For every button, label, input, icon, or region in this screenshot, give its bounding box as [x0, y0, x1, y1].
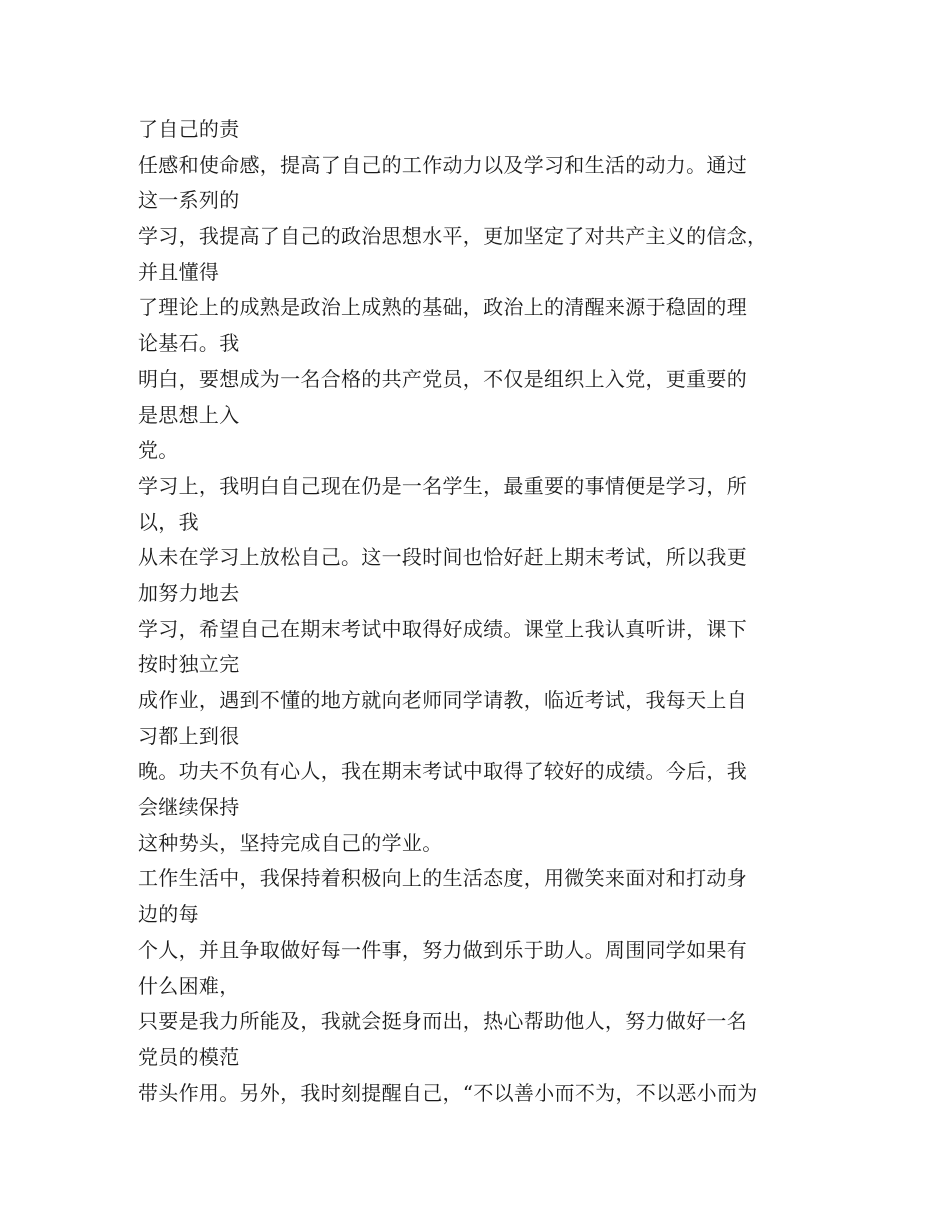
text-line: 个人，并且争取做好每一件事，努力做到乐于助人。周围同学如果有	[138, 937, 747, 962]
text-line: 以，我	[138, 509, 199, 534]
text-line: 党员的模范	[138, 1044, 240, 1069]
text-line: 学习上，我明白自己现在仍是一名学生，最重要的事情便是学习，所	[138, 473, 747, 498]
text-line: 学习，希望自己在期末考试中取得好成绩。课堂上我认真听讲，课下	[138, 616, 747, 641]
text-line: 边的每	[138, 902, 199, 927]
text-line: 什么困难，	[138, 973, 240, 998]
text-line: 这一系列的	[138, 188, 240, 213]
text-line: 明白，要想成为一名合格的共产党员，不仅是组织上入党，更重要的	[138, 366, 747, 391]
text-line: 论基石。我	[138, 331, 240, 356]
text-line: 这种势头，坚持完成自己的学业。	[138, 830, 443, 855]
text-line: 按时独立完	[138, 652, 240, 677]
text-line: 任感和使命感，提高了自己的工作动力以及学习和生活的动力。通过	[138, 152, 747, 177]
text-line: 工作生活中，我保持着积极向上的生活态度，用微笑来面对和打动身	[138, 866, 747, 891]
text-line: 了自己的责	[138, 117, 240, 141]
text-line: 带头作用。另外，我时刻提醒自己，“不以善小而不为，不以恶小而为	[138, 1080, 758, 1105]
text-line: 并且懂得	[138, 259, 220, 284]
text-line: 习都上到很	[138, 723, 240, 748]
text-line: 了理论上的成熟是政治上成熟的基础，政治上的清醒来源于稳固的理	[138, 295, 747, 320]
text-line: 加努力地去	[138, 580, 240, 605]
text-line: 会继续保持	[138, 795, 240, 820]
document-body	[138, 112, 838, 1111]
text-line: 学习，我提高了自己的政治思想水平，更加坚定了对共产主义的信念，	[138, 224, 768, 249]
text-line: 只要是我力所能及，我就会挺身而出，热心帮助他人，努力做好一名	[138, 1009, 747, 1034]
text-line: 晚。功夫不负有心人，我在期末考试中取得了较好的成绩。今后，我	[138, 759, 747, 784]
text-line: 党。	[138, 438, 179, 463]
text-line: 从未在学习上放松自己。这一段时间也恰好赶上期末考试，所以我更	[138, 545, 747, 570]
text-line: 成作业，遇到不懂的地方就向老师同学请教，临近考试，我每天上自	[138, 688, 747, 712]
text-line: 是思想上入	[138, 402, 240, 427]
